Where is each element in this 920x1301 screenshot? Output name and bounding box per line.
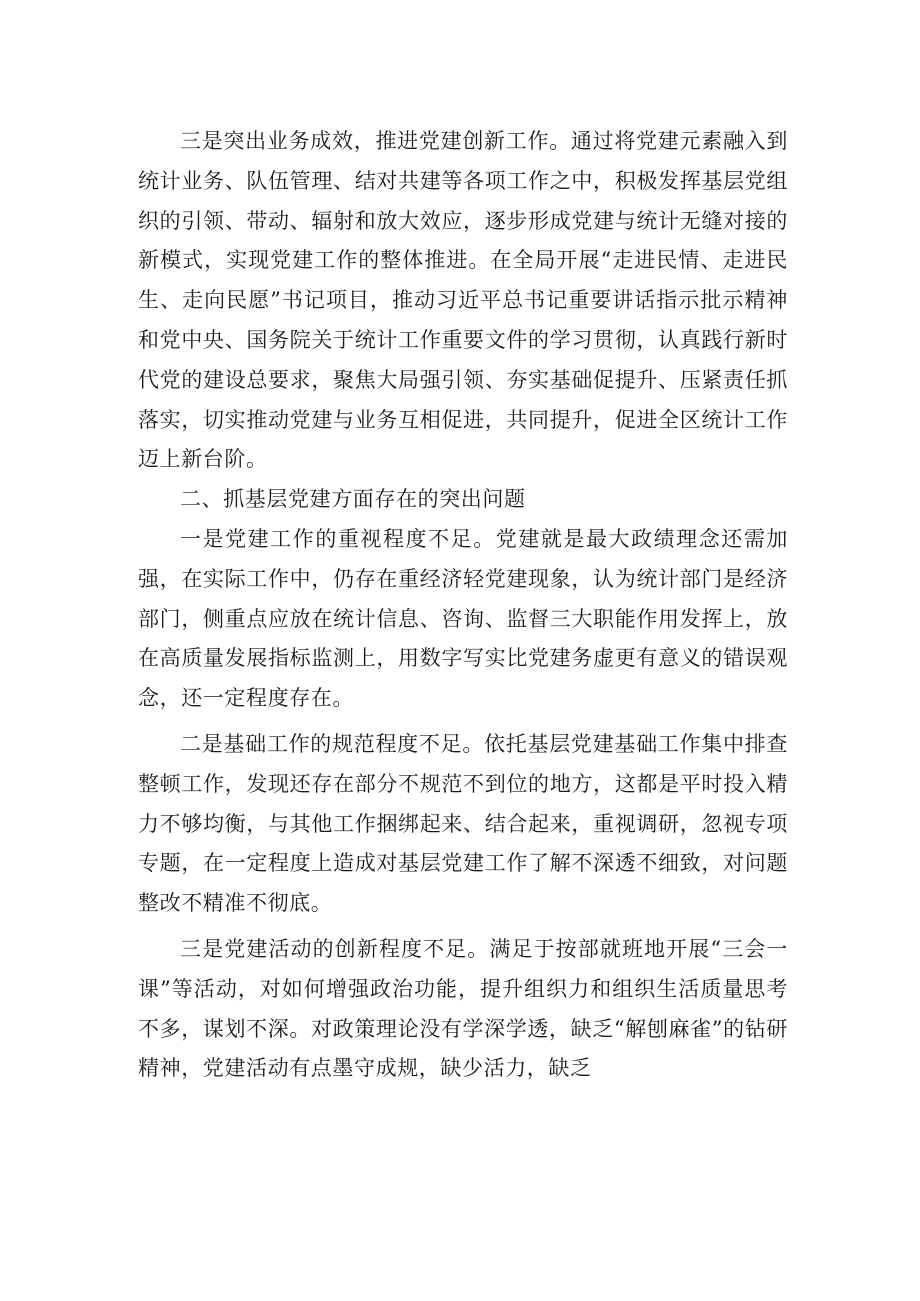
paragraph-highlight-3: 三是突出业务成效，推进党建创新工作。通过将党建元素融入到统计业务、队伍管理、结对共建等各项工作之中，积极发挥基层党组织的引领、带动、辐射和放大效应，逐步形成党建与统计无缝对接的新模式，实现党建工作的整体推进。在全局开展“走进民情、走进民生、走向民愿”书记项目，推动习近平总书记重要讲话指示批示精神和党中央、国务院关于统计工作重要文件的学习贯彻，认真践行新时代党的建设总要求，聚焦大局强引领、夯实基础促提升、压紧责任抓落实，切实推动党建与业务互相促进，共同提升，促进全区统计工作迈上新台阶。 (138, 129, 788, 472)
document-body (138, 122, 788, 1089)
section-heading-2: 二、抓基层党建方面存在的突出问题 (180, 487, 526, 512)
paragraph-problem-1: 一是党建工作的重视程度不足。党建就是最大政绩理念还需加强，在实际工作中，仍存在重经济轻党建现象，认为统计部门是经济部门，侧重点应放在统计信息、咨询、监督三大职能作用发挥上，放在高质量发展指标监测上，用数字写实比党建务虚更有意义的错误观念，还一定程度存在。 (138, 526, 788, 711)
paragraph-problem-2: 二是基础工作的规范程度不足。依托基层党建基础工作集中排查整顿工作，发现还存在部分不规范不到位的地方，这都是平时投入精力不够均衡，与其他工作捆绑起来、结合起来，重视调研，忽视专项专题，在一定程度上造成对基层党建工作了解不深透不细致，对问题整改不精准不彻底。 (138, 731, 788, 916)
paragraph-problem-3: 三是党建活动的创新程度不足。满足于按部就班地开展“三会一课”等活动，对如何增强政治功能，提升组织力和组织生活质量思考不多，谋划不深。对政策理论没有学深学透，缺乏“解刨麻雀”的钻研精神，党建活动有点墨守成规，缺少活力，缺乏 (138, 936, 788, 1081)
